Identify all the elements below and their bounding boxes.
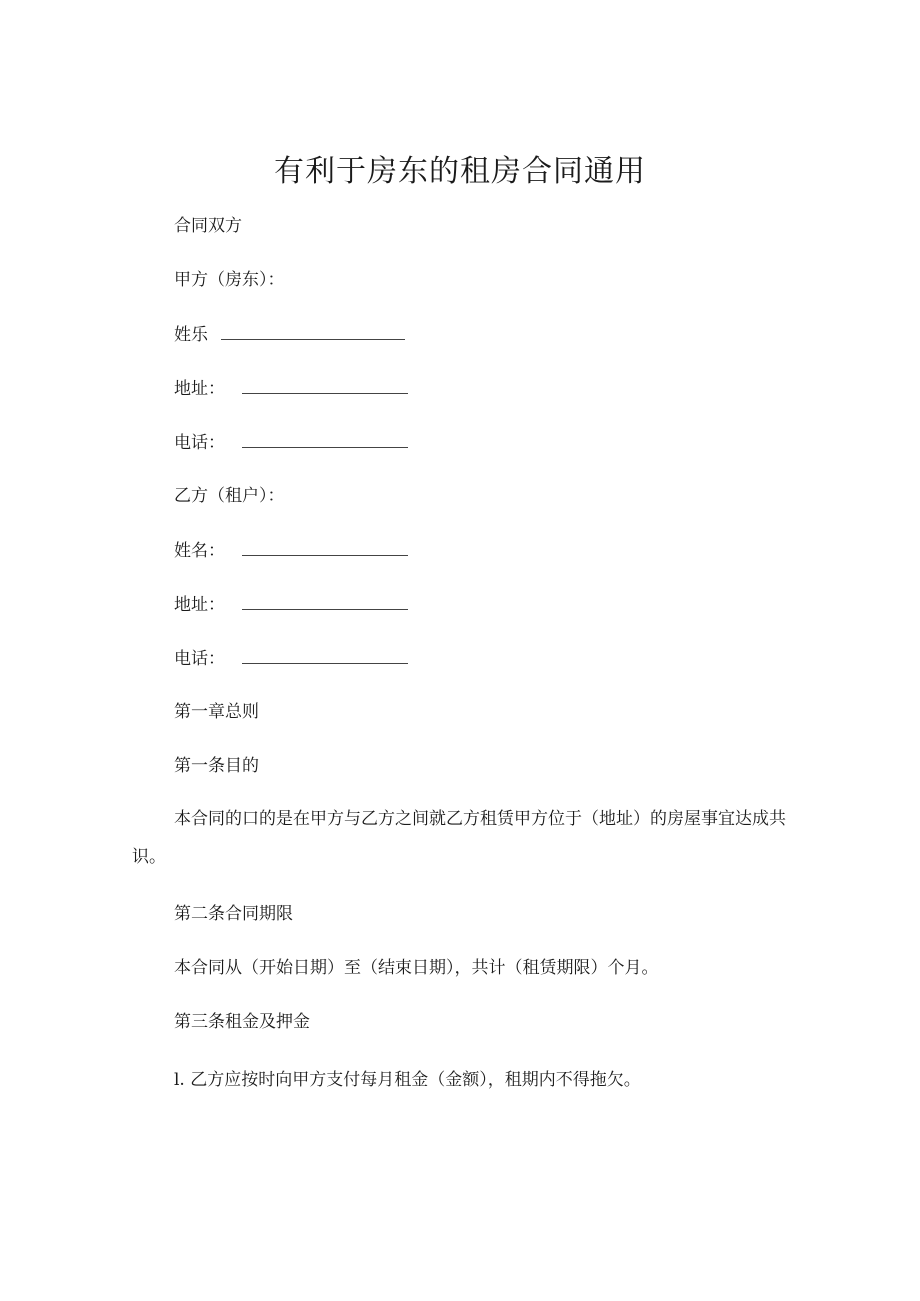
party-b-phone-row bbox=[174, 645, 408, 672]
chapter1-heading: 第一章总则 bbox=[174, 702, 259, 722]
document-title: 有利于房东的租房合同通用 bbox=[274, 154, 646, 189]
party-b-name-row bbox=[174, 537, 408, 564]
party-a-address-blank[interactable] bbox=[242, 375, 408, 394]
party-a-address-row bbox=[174, 375, 408, 402]
party-a-name-label: 姓乐 bbox=[174, 325, 208, 345]
party-a-phone-blank[interactable] bbox=[242, 429, 408, 448]
party-a-address-label: 地址： bbox=[174, 379, 225, 399]
party-a-name-blank[interactable] bbox=[221, 321, 405, 340]
article1-heading: 第一条目的 bbox=[174, 756, 259, 776]
party-a-phone-row bbox=[174, 429, 408, 456]
party-b-address-blank[interactable] bbox=[242, 591, 408, 610]
article2-text: 本合同从（开始日期）至（结束日期），共计（租赁期限）个月。 bbox=[174, 958, 659, 978]
party-b-address-row bbox=[174, 591, 408, 618]
article2-heading: 第二条合同期限 bbox=[174, 904, 293, 924]
article3-heading: 第三条租金及押金 bbox=[174, 1012, 310, 1032]
party-b-name-label: 姓名： bbox=[174, 541, 225, 561]
party-b-name-blank[interactable] bbox=[242, 537, 408, 556]
party-b-address-label: 地址： bbox=[174, 595, 225, 615]
party-b-phone-blank[interactable] bbox=[242, 645, 408, 664]
article3-item1: l. 乙方应按时向甲方支付每月租金（金额），租期内不得拖欠。 bbox=[174, 1070, 641, 1090]
parties-heading: 合同双方 bbox=[174, 216, 242, 236]
party-b-heading: 乙方（租户）： bbox=[174, 486, 285, 506]
article1-text: 本合同的口的是在甲方与乙方之间就乙方租赁甲方位于（地址）的房屋事宜达成共识。 bbox=[132, 809, 786, 867]
party-b-phone-label: 电话： bbox=[174, 649, 225, 669]
party-a-phone-label: 电话： bbox=[174, 433, 225, 453]
party-a-heading: 甲方（房东）： bbox=[174, 270, 285, 290]
party-a-name-row bbox=[174, 321, 405, 348]
